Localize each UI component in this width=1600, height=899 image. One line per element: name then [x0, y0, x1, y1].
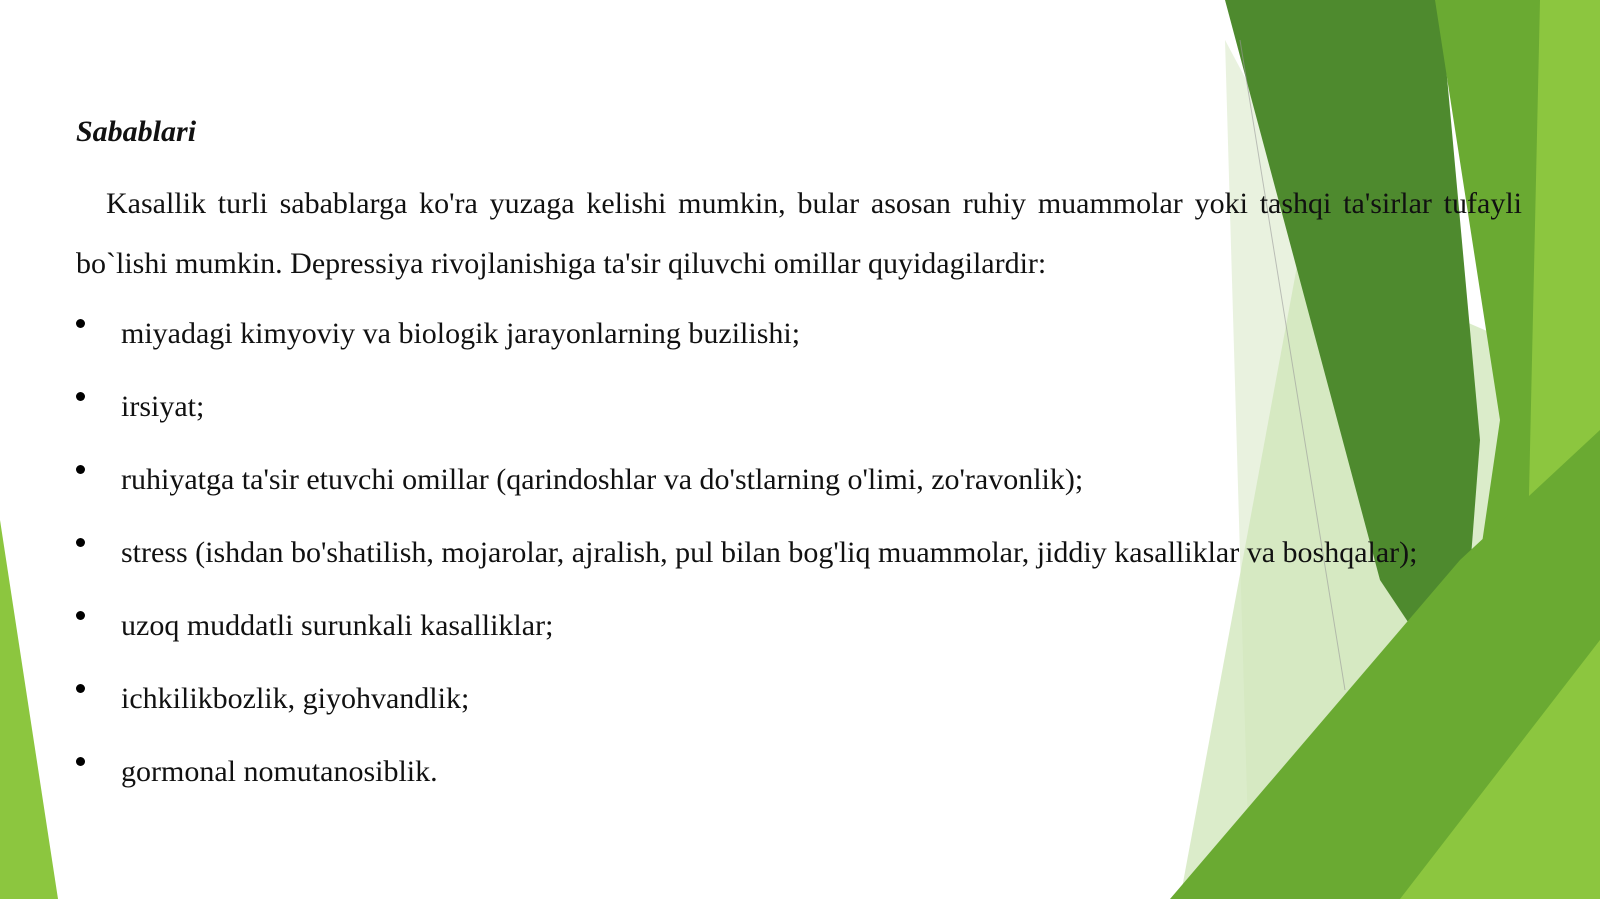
slide-heading: Sabablari	[76, 115, 197, 148]
list-item-text: ruhiyatga ta'sir etuvchi omillar (qarindoshlar va do'stlarning o'limi, zo'ravonlik);	[121, 463, 1084, 496]
causes-list	[76, 304, 1522, 802]
slide-content	[76, 112, 1522, 815]
bullet-icon	[76, 319, 85, 328]
list-item	[76, 742, 1522, 802]
list-item	[76, 450, 1522, 510]
left-green-sliver	[0, 520, 58, 899]
list-item	[76, 523, 1522, 583]
list-item-text: uzoq muddatli surunkali kasalliklar;	[121, 609, 554, 642]
bullet-icon	[76, 757, 85, 766]
bullet-icon	[76, 465, 85, 474]
bullet-icon	[76, 611, 85, 620]
list-item-text: gormonal nomutanosiblik.	[121, 755, 438, 788]
list-item-text: ichkilikbozlik, giyohvandlik;	[121, 682, 470, 715]
list-item-text: miyadagi kimyoviy va biologik jarayonlarning buzilishi;	[121, 317, 801, 350]
list-item	[76, 669, 1522, 729]
list-item	[76, 596, 1522, 656]
bullet-icon	[76, 392, 85, 401]
list-item	[76, 304, 1522, 364]
list-item	[76, 377, 1522, 437]
bullet-icon	[76, 538, 85, 547]
list-item-text: irsiyat;	[121, 390, 205, 423]
list-item-text: stress (ishdan bo'shatilish, mojarolar, ajralish, pul bilan bog'liq muammolar, jiddiy kasalliklar va boshqalar);	[121, 536, 1418, 569]
intro-paragraph: Kasallik turli sabablarga ko'ra yuzaga kelishi mumkin, bular asosan ruhiy muammolar yoki tashqi ta'sirlar tufayli bo`lishi mumkin. Depressiya rivojlanishiga ta'sir qiluvchi omillar quyidagilardir:	[76, 187, 1522, 280]
bullet-icon	[76, 684, 85, 693]
